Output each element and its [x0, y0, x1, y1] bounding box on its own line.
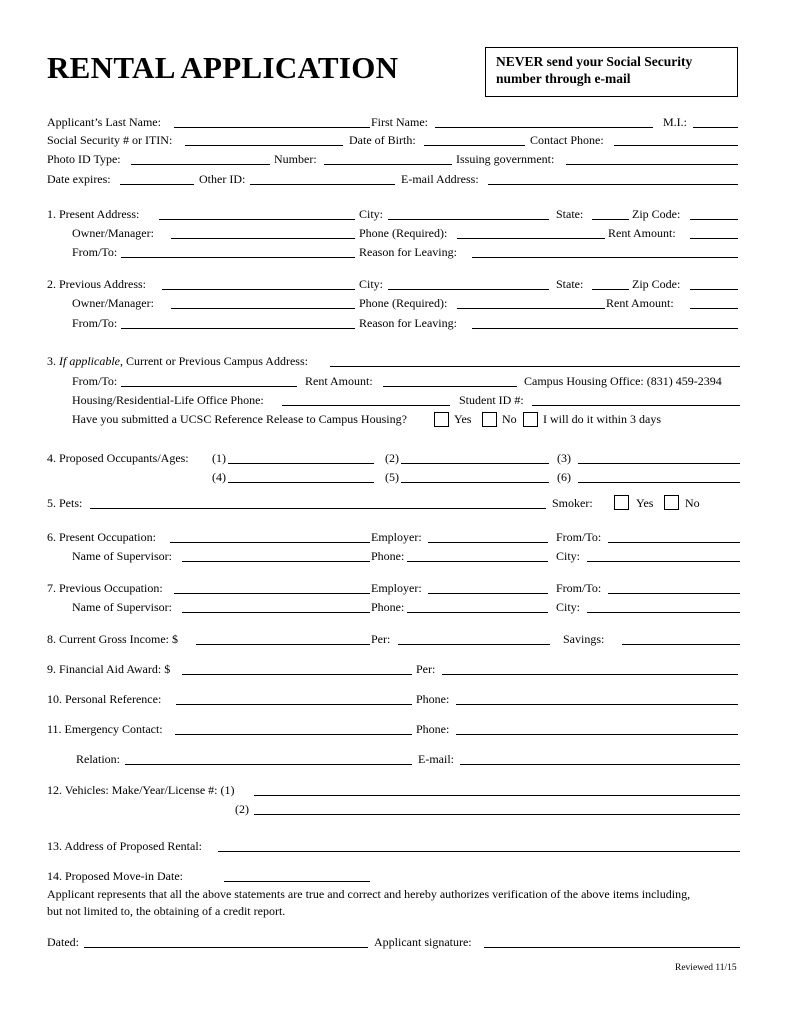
page-title: RENTAL APPLICATION: [47, 50, 399, 85]
proposed-rental-field[interactable]: [218, 851, 740, 852]
date-expires-field[interactable]: [120, 184, 194, 185]
issuing-government-field[interactable]: [566, 164, 738, 165]
campus-address-label: [47, 353, 308, 369]
smoker-label: Smoker:: [552, 496, 593, 510]
last-name-label: Applicant’s Last Name:: [47, 115, 161, 129]
proposed-rental-label: 13. Address of Proposed Rental:: [47, 839, 202, 853]
dob-field[interactable]: [424, 145, 525, 146]
relation-field[interactable]: [125, 764, 412, 765]
personal-reference-field[interactable]: [176, 704, 412, 705]
emergency-email-label: E-mail:: [418, 752, 454, 766]
previous-address-row-1: [0, 276, 788, 292]
reference-yes-checkbox[interactable]: [434, 412, 449, 427]
res-life-phone-field[interactable]: [282, 405, 450, 406]
present-occupation-field[interactable]: [170, 542, 370, 543]
emergency-phone-field[interactable]: [456, 734, 738, 735]
previous-city-field[interactable]: [388, 289, 549, 290]
personal-reference-phone-field[interactable]: [456, 704, 738, 705]
previous-from-to-field[interactable]: [121, 328, 355, 329]
applicant-row-2: [0, 132, 788, 148]
income-per-label: Per:: [371, 632, 391, 646]
previous-zip-field[interactable]: [690, 289, 738, 290]
signature-label: Applicant signature:: [374, 935, 472, 949]
present-address-row-3: [0, 244, 788, 260]
present-phone-label: Phone (Required):: [359, 226, 448, 240]
previous-occupation-from-to-label: From/To:: [556, 581, 602, 595]
personal-reference-label: 10. Personal Reference:: [47, 692, 162, 706]
reference-yes-label: Yes: [454, 412, 472, 426]
occupant-2-field[interactable]: [401, 463, 549, 464]
relation-label: Relation:: [76, 752, 120, 766]
gross-income-label: 8. Current Gross Income: $: [47, 632, 178, 646]
campus-from-to-label: From/To:: [72, 374, 118, 388]
present-occupation-city-field[interactable]: [587, 561, 740, 562]
date-expires-label: Date expires:: [47, 172, 111, 186]
present-supervisor-phone-label: Phone:: [371, 549, 405, 563]
last-name-field[interactable]: [174, 127, 370, 128]
previous-zip-label: Zip Code:: [632, 277, 681, 291]
previous-occupation-label: 7. Previous Occupation:: [47, 581, 163, 595]
campus-row-4: [0, 411, 788, 427]
financial-aid-label: 9. Financial Aid Award: $: [47, 662, 171, 676]
proposed-rental-row: [0, 838, 788, 854]
campus-row-3: [0, 392, 788, 408]
previous-occupation-from-to-field[interactable]: [608, 593, 740, 594]
campus-row-2: [0, 373, 788, 389]
previous-employer-label: Employer:: [371, 581, 422, 595]
occupant-6-field[interactable]: [578, 482, 740, 483]
campus-from-to-field[interactable]: [121, 386, 297, 387]
reference-no-label: No: [502, 412, 517, 426]
savings-label: Savings:: [563, 632, 605, 646]
present-owner-label: Owner/Manager:: [72, 226, 154, 240]
income-row: [0, 631, 788, 647]
move-in-field[interactable]: [224, 881, 370, 882]
previous-phone-field[interactable]: [457, 308, 605, 309]
occupant-1-field[interactable]: [228, 463, 374, 464]
financial-aid-field[interactable]: [182, 674, 412, 675]
smoker-no-checkbox[interactable]: [664, 495, 679, 510]
smoker-yes-label: Yes: [636, 496, 654, 510]
previous-state-label: State:: [556, 277, 584, 291]
present-address-field[interactable]: [159, 219, 355, 220]
previous-address-field[interactable]: [162, 289, 355, 290]
emergency-contact-label: 11. Emergency Contact:: [47, 722, 163, 736]
previous-supervisor-phone-label: Phone:: [371, 600, 405, 614]
vehicle-2-field[interactable]: [254, 814, 740, 815]
present-occupation-city-label: City:: [556, 549, 581, 563]
pets-label: 5. Pets:: [47, 496, 83, 510]
other-id-label: Other ID:: [199, 172, 246, 186]
statement-line-2: but not limited to, the obtaining of a credit report.: [47, 904, 286, 918]
previous-occupation-row-2: [0, 599, 788, 615]
previous-rent-field[interactable]: [690, 308, 738, 309]
present-from-to-label: From/To:: [72, 245, 118, 259]
present-reason-label: Reason for Leaving:: [359, 245, 457, 259]
campus-housing-office: Campus Housing Office: (831) 459-2394: [524, 374, 722, 388]
previous-reason-label: Reason for Leaving:: [359, 316, 457, 330]
present-supervisor-phone-field[interactable]: [407, 561, 548, 562]
present-rent-field[interactable]: [690, 238, 738, 239]
present-occupation-label: 6. Present Occupation:: [47, 530, 156, 544]
campus-row-1: [0, 353, 788, 369]
email-label: E-mail Address:: [401, 172, 479, 186]
present-state-label: State:: [556, 207, 584, 221]
warning-line-1: NEVER send your Social Security: [496, 54, 693, 69]
present-supervisor-field[interactable]: [182, 561, 370, 562]
present-state-field[interactable]: [592, 219, 629, 220]
occupant-4-field[interactable]: [228, 482, 374, 483]
present-zip-field[interactable]: [690, 219, 738, 220]
issuing-government-label: Issuing government:: [456, 152, 555, 166]
signature-field[interactable]: [484, 947, 740, 948]
present-reason-field[interactable]: [472, 257, 738, 258]
student-id-label: Student ID #:: [459, 393, 524, 407]
present-address-row-2: [0, 225, 788, 241]
previous-state-field[interactable]: [592, 289, 629, 290]
campus-address-field[interactable]: [330, 366, 740, 367]
dob-label: Date of Birth:: [349, 133, 416, 147]
present-supervisor-label: Name of Supervisor:: [72, 549, 172, 563]
student-id-field[interactable]: [532, 405, 740, 406]
vehicles-row-2: [0, 801, 788, 817]
id-number-label: Number:: [274, 152, 317, 166]
previous-address-label: 2. Previous Address:: [47, 277, 146, 291]
present-address-row-1: [0, 206, 788, 222]
present-occupation-from-to-label: From/To:: [556, 530, 602, 544]
dated-field[interactable]: [84, 947, 368, 948]
photo-id-type-label: Photo ID Type:: [47, 152, 121, 166]
present-city-label: City:: [359, 207, 384, 221]
signature-row: [0, 934, 788, 950]
previous-employer-field[interactable]: [428, 593, 548, 594]
campus-rent-field[interactable]: [383, 386, 517, 387]
financial-aid-row: [0, 661, 788, 677]
previous-occupation-row-1: [0, 580, 788, 596]
previous-address-row-3: [0, 315, 788, 331]
first-name-label: First Name:: [371, 115, 428, 129]
applicant-row-3: [0, 151, 788, 167]
first-name-field[interactable]: [435, 127, 653, 128]
dated-label: Dated:: [47, 935, 79, 949]
emergency-contact-field[interactable]: [175, 734, 412, 735]
present-zip-label: Zip Code:: [632, 207, 681, 221]
pets-row: [0, 495, 788, 511]
applicant-row-1: [0, 114, 788, 130]
campus-if-applicable: If applicable: [59, 354, 120, 368]
present-employer-label: Employer:: [371, 530, 422, 544]
previous-city-label: City:: [359, 277, 384, 291]
contact-phone-field[interactable]: [614, 145, 738, 146]
applicant-statement: [47, 886, 747, 920]
previous-rent-label: Rent Amount:: [606, 296, 674, 310]
emergency-email-field[interactable]: [460, 764, 740, 765]
previous-address-row-2: [0, 295, 788, 311]
photo-id-type-field[interactable]: [131, 164, 270, 165]
gross-income-field[interactable]: [196, 644, 370, 645]
occupant-5-field[interactable]: [401, 482, 549, 483]
present-phone-field[interactable]: [457, 238, 605, 239]
vehicles-row-1: [0, 782, 788, 798]
ssn-field[interactable]: [185, 145, 343, 146]
smoker-yes-checkbox[interactable]: [614, 495, 629, 510]
pets-field[interactable]: [90, 508, 546, 509]
res-life-phone-label: Housing/Residential-Life Office Phone:: [72, 393, 264, 407]
campus-rent-label: Rent Amount:: [305, 374, 373, 388]
occupants-row-2: [0, 469, 788, 485]
ssn-warning-box: [485, 47, 738, 97]
present-city-field[interactable]: [388, 219, 549, 220]
financial-aid-per-field[interactable]: [442, 674, 738, 675]
previous-supervisor-field[interactable]: [182, 612, 370, 613]
previous-phone-label: Phone (Required):: [359, 296, 448, 310]
reference-later-checkbox[interactable]: [523, 412, 538, 427]
occupant-3-field[interactable]: [578, 463, 740, 464]
ssn-label: Social Security # or ITIN:: [47, 133, 173, 147]
vehicle-2-label: (2): [235, 802, 249, 816]
previous-reason-field[interactable]: [472, 328, 738, 329]
present-owner-field[interactable]: [171, 238, 355, 239]
email-field[interactable]: [488, 184, 738, 185]
campus-number: 3.: [47, 354, 56, 368]
previous-from-to-label: From/To:: [72, 316, 118, 330]
vehicle-1-field[interactable]: [254, 795, 740, 796]
reference-release-question: Have you submitted a UCSC Reference Release to Campus Housing?: [72, 412, 407, 426]
reference-later-label: I will do it within 3 days: [543, 412, 661, 426]
id-number-field[interactable]: [324, 164, 452, 165]
warning-line-2: number through e-mail: [496, 71, 631, 86]
occupant-5-label: (5): [385, 470, 399, 484]
campus-label-rest: , Current or Previous Campus Address:: [119, 354, 308, 368]
previous-owner-label: Owner/Manager:: [72, 296, 154, 310]
present-from-to-field[interactable]: [121, 257, 355, 258]
mi-label: M.I.:: [663, 115, 687, 129]
previous-occupation-city-label: City:: [556, 600, 581, 614]
previous-supervisor-label: Name of Supervisor:: [72, 600, 172, 614]
occupants-label: 4. Proposed Occupants/Ages:: [47, 451, 189, 465]
applicant-row-4: [0, 171, 788, 187]
previous-owner-field[interactable]: [171, 308, 355, 309]
present-occupation-from-to-field[interactable]: [608, 542, 740, 543]
financial-aid-per-label: Per:: [416, 662, 436, 676]
move-in-label: 14. Proposed Move-in Date:: [47, 869, 183, 883]
mi-field[interactable]: [693, 127, 738, 128]
personal-reference-row: [0, 691, 788, 707]
smoker-no-label: No: [685, 496, 700, 510]
emergency-row-2: [0, 751, 788, 767]
present-employer-field[interactable]: [428, 542, 548, 543]
occupant-3-label: (3): [557, 451, 571, 465]
emergency-row-1: [0, 721, 788, 737]
income-per-field[interactable]: [398, 644, 550, 645]
previous-supervisor-phone-field[interactable]: [407, 612, 548, 613]
present-occupation-row-2: [0, 548, 788, 564]
occupant-4-label: (4): [212, 470, 226, 484]
previous-occupation-city-field[interactable]: [587, 612, 740, 613]
previous-occupation-field[interactable]: [174, 593, 370, 594]
move-in-row: [0, 868, 788, 884]
reviewed-date: Reviewed 11/15: [675, 963, 737, 973]
statement-line-1: Applicant represents that all the above statements are true and correct and hereby authorizes verification of the above items including,: [47, 887, 691, 901]
savings-field[interactable]: [622, 644, 740, 645]
contact-phone-label: Contact Phone:: [530, 133, 604, 147]
present-occupation-row-1: [0, 529, 788, 545]
present-address-label: 1. Present Address:: [47, 207, 140, 221]
present-rent-label: Rent Amount:: [608, 226, 676, 240]
other-id-field[interactable]: [250, 184, 395, 185]
occupant-2-label: (2): [385, 451, 399, 465]
occupants-row-1: [0, 450, 788, 466]
occupant-6-label: (6): [557, 470, 571, 484]
vehicles-label: 12. Vehicles: Make/Year/License #: (1): [47, 783, 235, 797]
occupant-1-label: (1): [212, 451, 226, 465]
reference-no-checkbox[interactable]: [482, 412, 497, 427]
emergency-phone-label: Phone:: [416, 722, 450, 736]
personal-reference-phone-label: Phone:: [416, 692, 450, 706]
